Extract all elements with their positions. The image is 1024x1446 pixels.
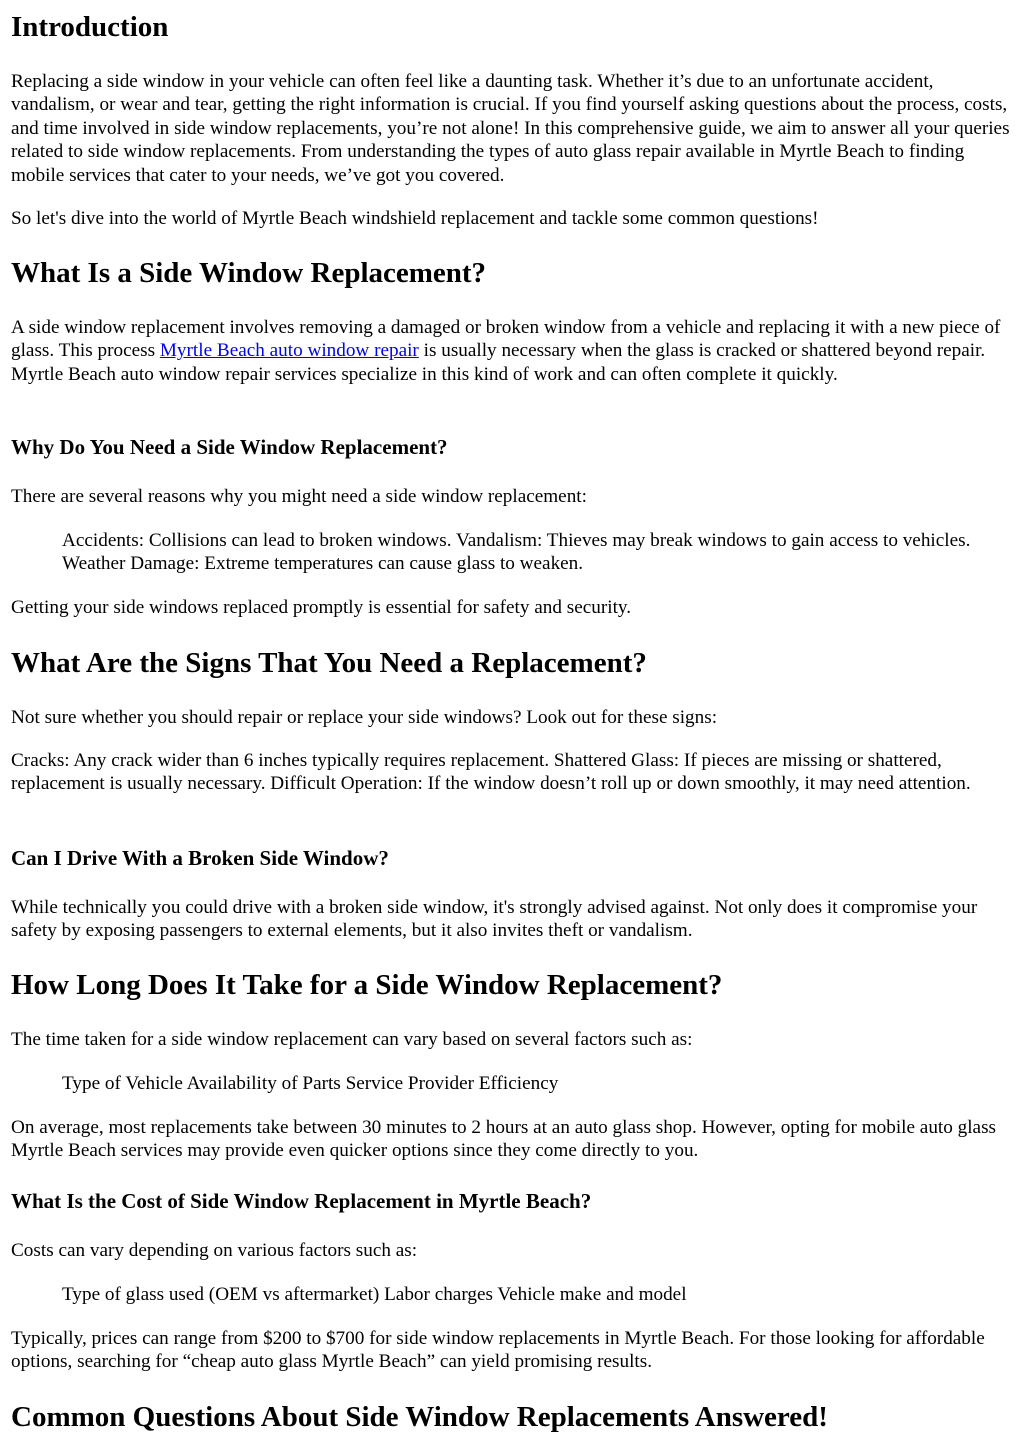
heading-common-questions: Common Questions About Side Window Replacements Answered! xyxy=(11,1401,828,1433)
what-is-text-after: is usually necessary when the glass is cracked or shattered beyond repair. Myrtle Beach auto window repair services specialize in this kind of work and can often complete it quickly. xyxy=(11,340,986,385)
heading-signs: What Are the Signs That You Need a Replacement? xyxy=(11,647,647,679)
cost-range-paragraph: Typically, prices can range from $200 to $700 for side window replacements in Myrtle Beach. For those looking for affordable options, searching for “cheap auto glass Myrtle Beach” can yield promising results. xyxy=(11,1328,985,1373)
heading-why-need: Why Do You Need a Side Window Replacement? xyxy=(11,435,448,459)
what-is-text-before: A side window replacement involves removing a damaged or broken window from a vehicle and replacing it with a new piece of glass. This process xyxy=(11,317,1001,362)
why-need-conclusion: Getting your side windows replaced promptly is essential for safety and security. xyxy=(11,597,632,618)
how-long-intro: The time taken for a side window replacement can vary based on several factors such as: xyxy=(11,1029,693,1050)
cost-factors-blockquote: Type of glass used (OEM vs aftermarket) Labor charges Vehicle make and model xyxy=(62,1284,687,1305)
heading-cost: What Is the Cost of Side Window Replacement in Myrtle Beach? xyxy=(11,1189,592,1213)
drive-paragraph: While technically you could drive with a broken side window, it's strongly advised against. Not only does it compromise your safety by exposing passengers to external elements, but it also invites theft or vandalism. xyxy=(11,897,978,942)
why-need-intro: There are several reasons why you might need a side window replacement: xyxy=(11,486,587,507)
factors-blockquote: Type of Vehicle Availability of Parts Service Provider Efficiency xyxy=(62,1073,559,1094)
auto-window-repair-link[interactable]: Myrtle Beach auto window repair xyxy=(159,340,419,362)
how-long-average: On average, most replacements take between 30 minutes to 2 hours at an auto glass shop. However, opting for mobile auto glass Myrtle Beach services may provide even quicker options since they come directly to you. xyxy=(11,1117,997,1162)
reasons-blockquote: Accidents: Collisions can lead to broken windows. Vandalism: Thieves may break windows to gain access to vehicles. Weather Damage: Extreme temperatures can cause glass to weaken. xyxy=(62,530,971,575)
signs-list-paragraph: Cracks: Any crack wider than 6 inches typically requires replacement. Shattered Glass: If pieces are missing or shattered, replacement is usually necessary. Difficult Operation: If the window doesn’t roll up or down smoothly, it may need attention. xyxy=(11,750,971,795)
what-is-paragraph xyxy=(11,316,1014,386)
heading-introduction: Introduction xyxy=(11,11,169,43)
heading-how-long: How Long Does It Take for a Side Window Replacement? xyxy=(11,969,723,1001)
cost-intro: Costs can vary depending on various factors such as: xyxy=(11,1240,418,1261)
heading-drive-broken-window: Can I Drive With a Broken Side Window? xyxy=(11,846,389,870)
signs-intro: Not sure whether you should repair or replace your side windows? Look out for these signs: xyxy=(11,707,718,728)
intro-paragraph: Replacing a side window in your vehicle can often feel like a daunting task. Whether it’s due to an unfortunate accident, vandalism, or wear and tear, getting the right information is crucial. If you find yourself asking questions about the process, costs, and time involved in side window replacements, you’re not alone! In this comprehensive guide, we aim to answer all your queries related to side window replacements. From understanding the types of auto glass repair available in Myrtle Beach to finding mobile services that cater to your needs, we’ve got you covered. xyxy=(11,71,1010,186)
intro-dive-paragraph: So let's dive into the world of Myrtle Beach windshield replacement and tackle some common questions! xyxy=(11,208,819,229)
heading-what-is-side-window-replacement: What Is a Side Window Replacement? xyxy=(11,257,487,289)
